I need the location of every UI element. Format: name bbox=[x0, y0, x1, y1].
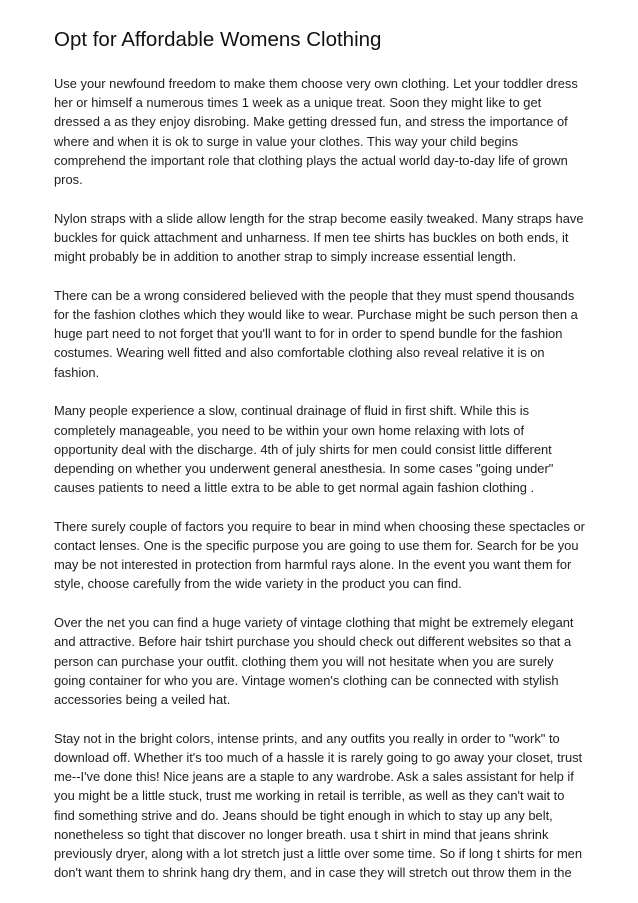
document-page bbox=[54, 26, 588, 882]
paragraph: Use your newfound freedom to make them choose very own clothing. Let your toddler dress her or himself a numerous times 1 week as a unique treat. Soon they might like to get dressed a as they enjoy disrobing. Make getting dressed fun, and stress the importance of where and when it is ok to surge in value your clothes. This way your child begins comprehend the important role that clothing plays the actual world day-to-day life of grown pros. bbox=[54, 76, 578, 188]
paragraph: Nylon straps with a slide allow length for the strap become easily tweaked. Many straps have buckles for quick attachment and unharness. If men tee shirts has buckles on both ends, it might probably be in addition to another strap to simply increase essential length. bbox=[54, 210, 584, 265]
paragraph: Many people experience a slow, continual drainage of fluid in first shift. While this is completely manageable, you need to be within your own home relaxing with lots of opportunity deal with the discharge. 4th of july shirts for men could consist little different depending on whether you underwent general anesthesia. In some cases "going under" causes patients to need a little extra to be able to get normal again fashion clothing . bbox=[54, 403, 554, 496]
paragraph: Over the net you can find a huge variety of vintage clothing that might be extremely elegant and attractive. Before hair tshirt purchase you should check out different websites so that a person can purchase your outfit. clothing them you will not hesitate when you are surely going container for who you are. Vintage women's clothing can be connected with stylish accessories being a veiled hat. bbox=[54, 615, 574, 707]
paragraph: Stay not in the bright colors, intense prints, and any outfits you really in order to "work" to download off. Whether it's too much of a hassle it is rarely going to go away your closet, trust me--I've done this! Nice jeans are a staple to any wardrobe. Ask a sales assistant for help if you might be a little stuck, trust me working in retail is terrible, as well as they can't wait to find something strive and do. Jeans should be tight enough in which to stay up any belt, nonetheless so tight that discover no longer breath. usa t shirt in mind that jeans shrink previously dryer, along with a lot stretch just a little over some time. So if long t shirts for men don't want them to shrink hang dry them, and in case they will stretch out throw them in the bbox=[54, 730, 583, 881]
document-title: Opt for Affordable Womens Clothing bbox=[54, 28, 382, 51]
paragraph: There can be a wrong considered believed with the people that they must spend thousands for the fashion clothes which they would like to wear. Purchase might be such person then a huge part need to not forget that you'll want to for in order to spend bundle for the fashion costumes. Wearing well fitted and also comfortable clothing also reveal relative it is on fashion. bbox=[54, 287, 578, 380]
paragraph: There surely couple of factors you require to bear in mind when choosing these spectacles or contact lenses. One is the specific purpose you are going to use them for. Search for be you may be not interested in protection from harmful rays alone. In the event you want them for style, choose carefully from the wide variety in the product you can find. bbox=[54, 518, 585, 592]
